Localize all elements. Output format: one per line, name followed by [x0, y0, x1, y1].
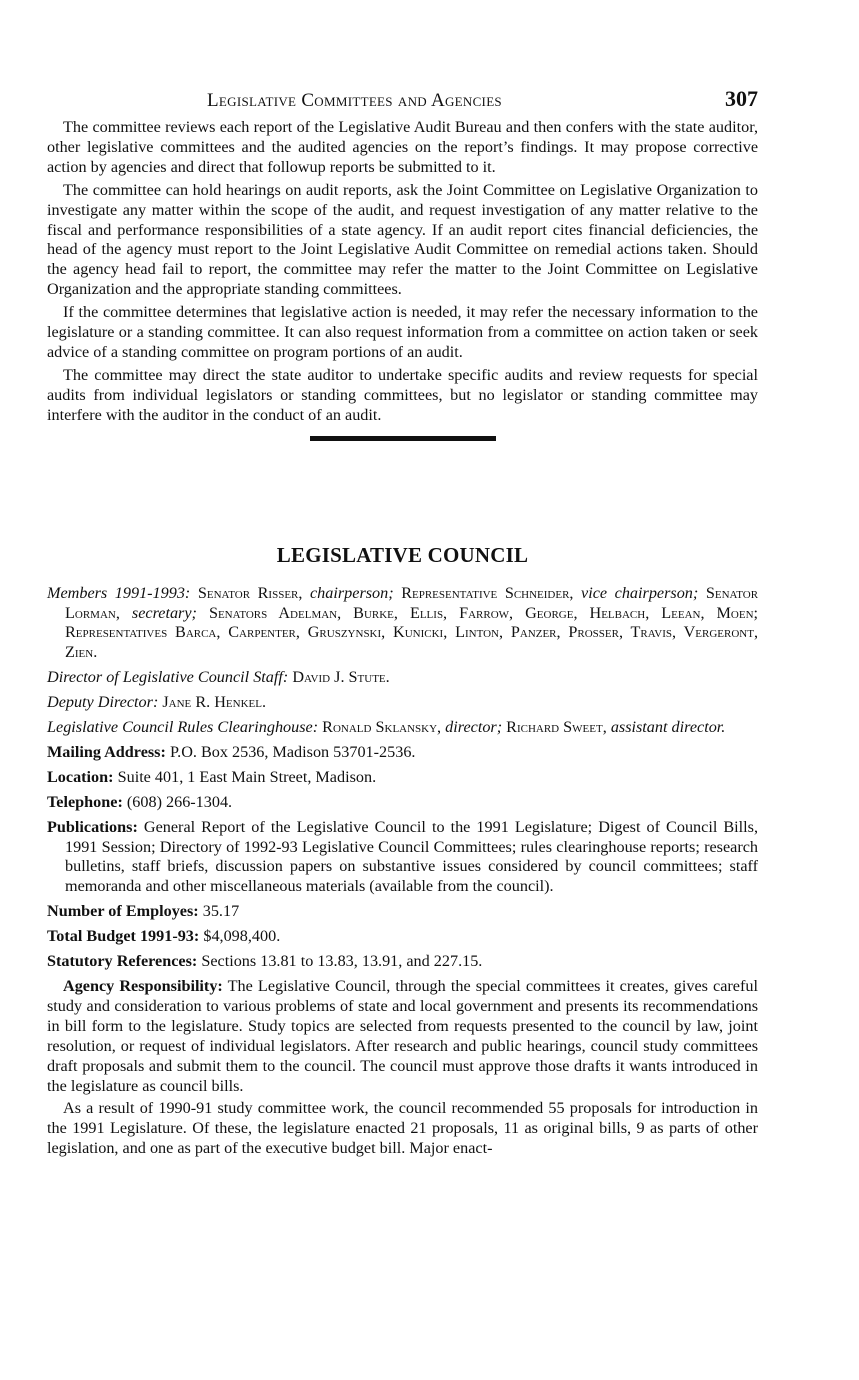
- running-title: Legislative Committees and Agencies: [207, 90, 502, 111]
- telephone-entry: [47, 793, 758, 813]
- deputy-name: Jane R. Henkel.: [162, 693, 267, 712]
- location-value: Suite 401, 1 East Main Street, Madison.: [117, 767, 377, 786]
- secretary-role: secretary;: [131, 603, 197, 622]
- director-name: David J. Stute.: [292, 668, 390, 687]
- page: [47, 86, 758, 1162]
- chair-role: chairperson;: [310, 583, 394, 602]
- employees-entry: [47, 902, 758, 922]
- location-entry: [47, 768, 758, 788]
- director-label: Director of Legislative Council Staff:: [47, 668, 289, 687]
- deputy-label: Deputy Director:: [47, 693, 159, 712]
- responsibility-label: Agency Responsibility:: [63, 977, 223, 995]
- mailing-entry: [47, 743, 758, 763]
- section-divider: [310, 436, 496, 441]
- clearinghouse-label: Legislative Council Rules Clearinghouse:: [47, 718, 319, 737]
- members-label: Members 1991-1993:: [47, 583, 191, 602]
- vice-chair-name: Representative Schneider,: [401, 583, 574, 602]
- statutory-entry: [47, 952, 758, 972]
- members-entry: [47, 584, 758, 664]
- publications-entry: [47, 818, 758, 898]
- page-number: 307: [725, 86, 758, 111]
- vice-chair-role: vice chairperson;: [581, 583, 699, 602]
- secretary-name: Senator Lorman,: [65, 583, 759, 622]
- other-members: Senators Adelman, Burke, Ellis, Farrow, George, Helbach, Leean, Moen; Representatives Barca, Carpenter, Gruszynski, Kunicki, Linton, Panzer, Prosser, Travis, Vergeront, Zien.: [65, 603, 759, 662]
- chair-name: Senator Risser,: [197, 583, 303, 602]
- audit-paragraph: The committee reviews each report of the Legislative Audit Bureau and then confers with the state auditor, other legislative committees and the audited agencies on the report’s findings. It may propose corrective action by agencies and direct that followup reports be submitted to it.: [47, 118, 758, 176]
- clearinghouse-assistant-name: Richard Sweet,: [506, 718, 607, 737]
- clearinghouse-director-role: director;: [445, 718, 503, 737]
- audit-paragraph: If the committee determines that legislative action is needed, it may refer the necessary information to the legislature or a standing committee. It can also request information from a committee on action taken or seek advice of a standing committee on program portions of an audit.: [47, 303, 758, 361]
- budget-label: Total Budget 1991-93:: [47, 927, 200, 946]
- clearinghouse-director-name: Ronald Sklansky,: [322, 718, 442, 737]
- employees-value: 35.17: [202, 902, 240, 921]
- deputy-entry: [47, 693, 758, 713]
- running-head: [47, 86, 758, 118]
- statutory-value: Sections 13.81 to 13.83, 13.91, and 227.15.: [201, 952, 483, 971]
- clearinghouse-assistant-role: assistant director.: [610, 718, 726, 737]
- audit-paragraph: The committee can hold hearings on audit reports, ask the Joint Committee on Legislative Organization to investigate any matter within the scope of the audit, and request investigation of any matter relative to the fiscal and performance responsibilities of a state agency. If an audit report cites financial deficiencies, the head of the agency must report to the Joint Legislative Audit Committee on remedial actions taken. Should the agency head fail to report, the committee may refer the matter to the Joint Committee on Legislative Organization and the appropriate standing committees.: [47, 180, 758, 299]
- budget-entry: [47, 927, 758, 947]
- budget-value: $4,098,400.: [203, 927, 281, 946]
- publications-label: Publications:: [47, 817, 138, 836]
- responsibility-paragraph: [47, 977, 758, 1096]
- audit-paragraph: The committee may direct the state auditor to undertake specific audits and review requests for special audits from individual legislators or standing committees, but no legislator or standing committee may interfere with the auditor in the conduct of an audit.: [47, 365, 758, 424]
- director-entry: [47, 668, 758, 688]
- mailing-label: Mailing Address:: [47, 742, 166, 761]
- telephone-label: Telephone:: [47, 792, 123, 811]
- telephone-value: (608) 266-1304.: [126, 792, 233, 811]
- clearinghouse-entry: [47, 718, 758, 738]
- result-paragraph: As a result of 1990-91 study committee work, the council recommended 55 proposals for introduction in the 1991 Legislature. Of these, the legislature enacted 21 proposals, 11 as original bills, 9 as parts of other legislation, and one as part of the executive budget bill. Major enact-: [47, 1099, 758, 1158]
- location-label: Location:: [47, 767, 114, 786]
- mailing-value: P.O. Box 2536, Madison 53701-2536.: [169, 742, 416, 761]
- publications-value: General Report of the Legislative Council to the 1991 Legislature; Digest of Council Bills, 1991 Session; Directory of 1992-93 Legislative Council Committees; rules clearinghouse reports; research bulletins, staff briefs, discussion papers on substantive issues considered by council committees; staff memoranda and other miscellaneous materials (available from the council).: [65, 817, 759, 896]
- employees-label: Number of Employes:: [47, 902, 199, 921]
- statutory-label: Statutory References:: [47, 952, 198, 971]
- section-title: LEGISLATIVE COUNCIL: [276, 542, 529, 567]
- responsibility-value: The Legislative Council, through the special committees it creates, gives careful study and consideration to various problems of state and local government and presents its recommendations in bill form to the legislature. Study topics are selected from requests presented to the council by law, joint resolution, or request of individual legislators. After research and public hearings, council study committees draft proposals and submit them to the council. The council must approve those drafts it wants introduced in the legislature as council bills.: [47, 977, 758, 1095]
